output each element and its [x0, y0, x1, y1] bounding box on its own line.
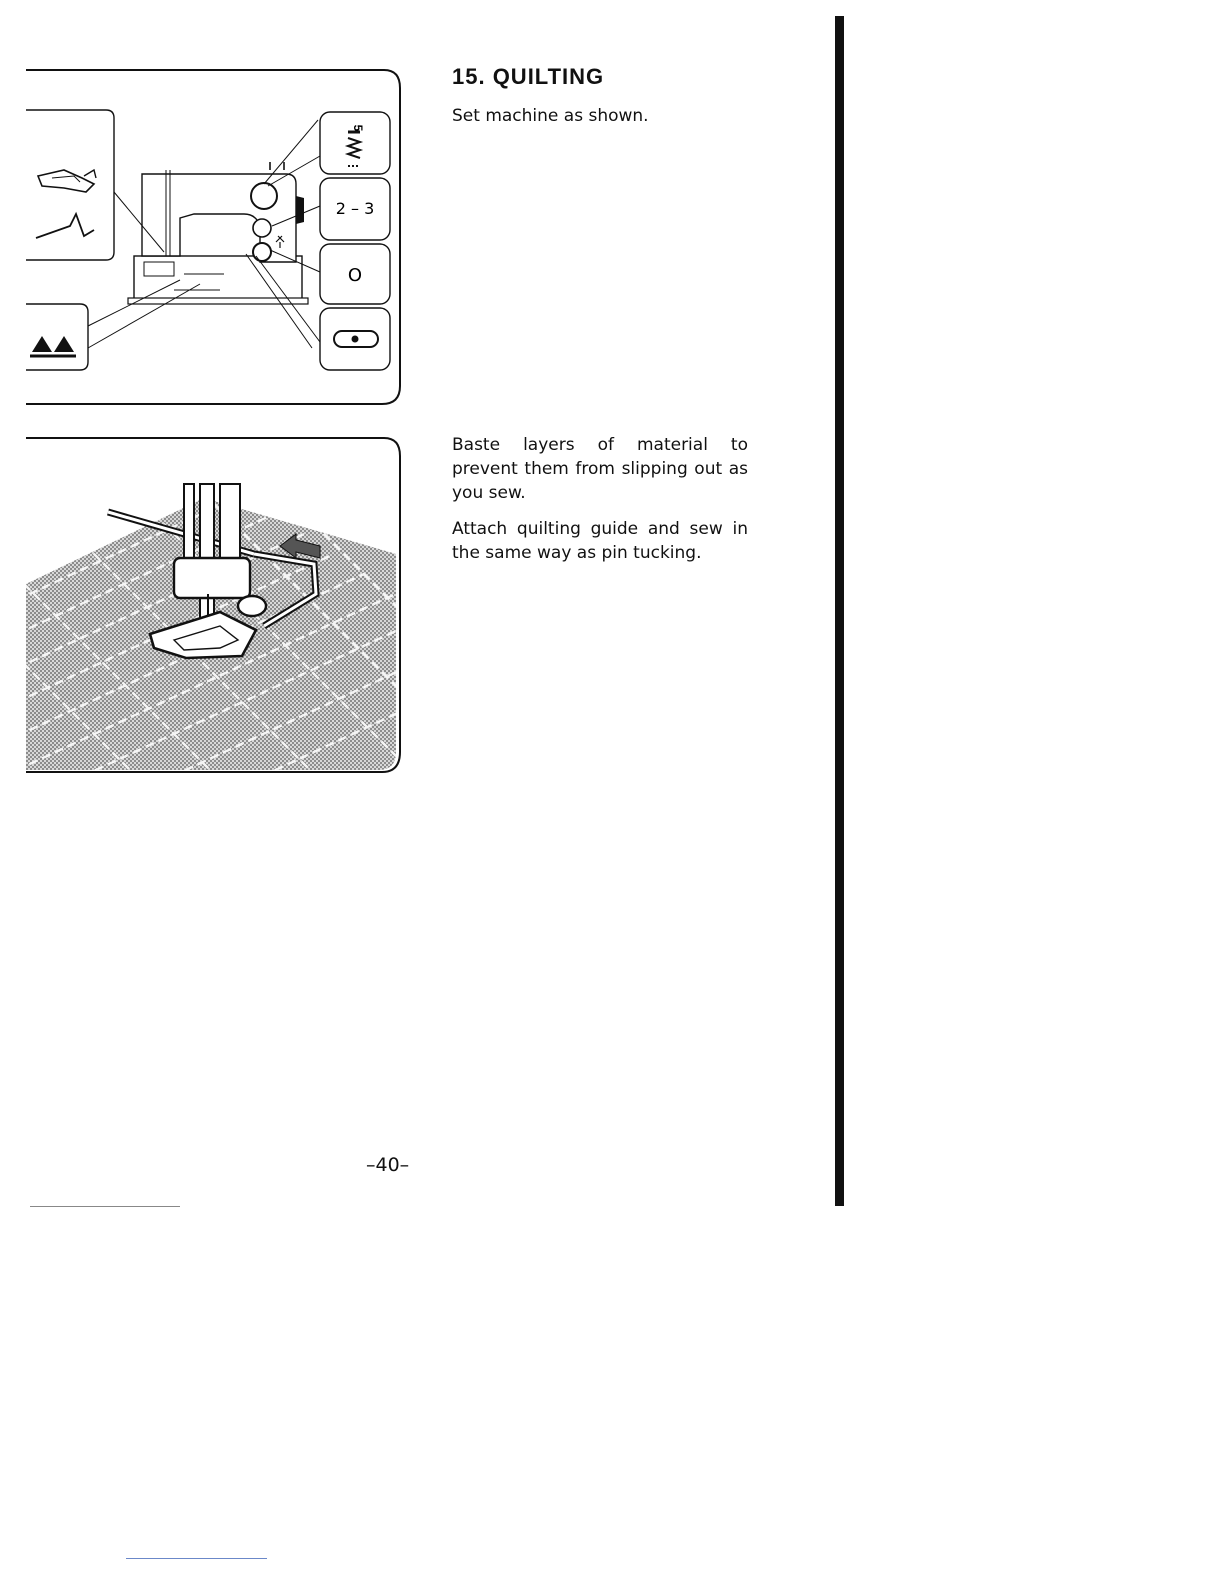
feed-dog-up-icon [26, 304, 88, 370]
guide-instruction: Attach quilting guide and sew in the same way as pin tucking. [452, 519, 748, 563]
zigzag-stitch-icon [36, 214, 94, 238]
width-dial-value: 2 – 3 [335, 199, 375, 218]
quilting-figure [24, 434, 404, 776]
machine-settings-figure [24, 66, 404, 408]
oval-button-icon [334, 331, 378, 347]
page-edge-rule [835, 16, 844, 1206]
section-title: 15. QUILTING [452, 64, 605, 89]
bottom-accent-rule [126, 1558, 267, 1559]
machine-settings-illustration [24, 66, 404, 408]
quilting-illustration [24, 434, 404, 776]
needle-position-value: O [347, 265, 363, 286]
baste-instruction: Baste layers of material to prevent them from slipping out as you sew. [452, 435, 748, 503]
page-number: –40– [366, 1154, 410, 1176]
footer-divider [30, 1206, 180, 1207]
setup-instruction: Set machine as shown. [452, 106, 649, 126]
stitch-length-value: 5 [351, 124, 365, 132]
sewing-machine-drawing [128, 162, 308, 304]
